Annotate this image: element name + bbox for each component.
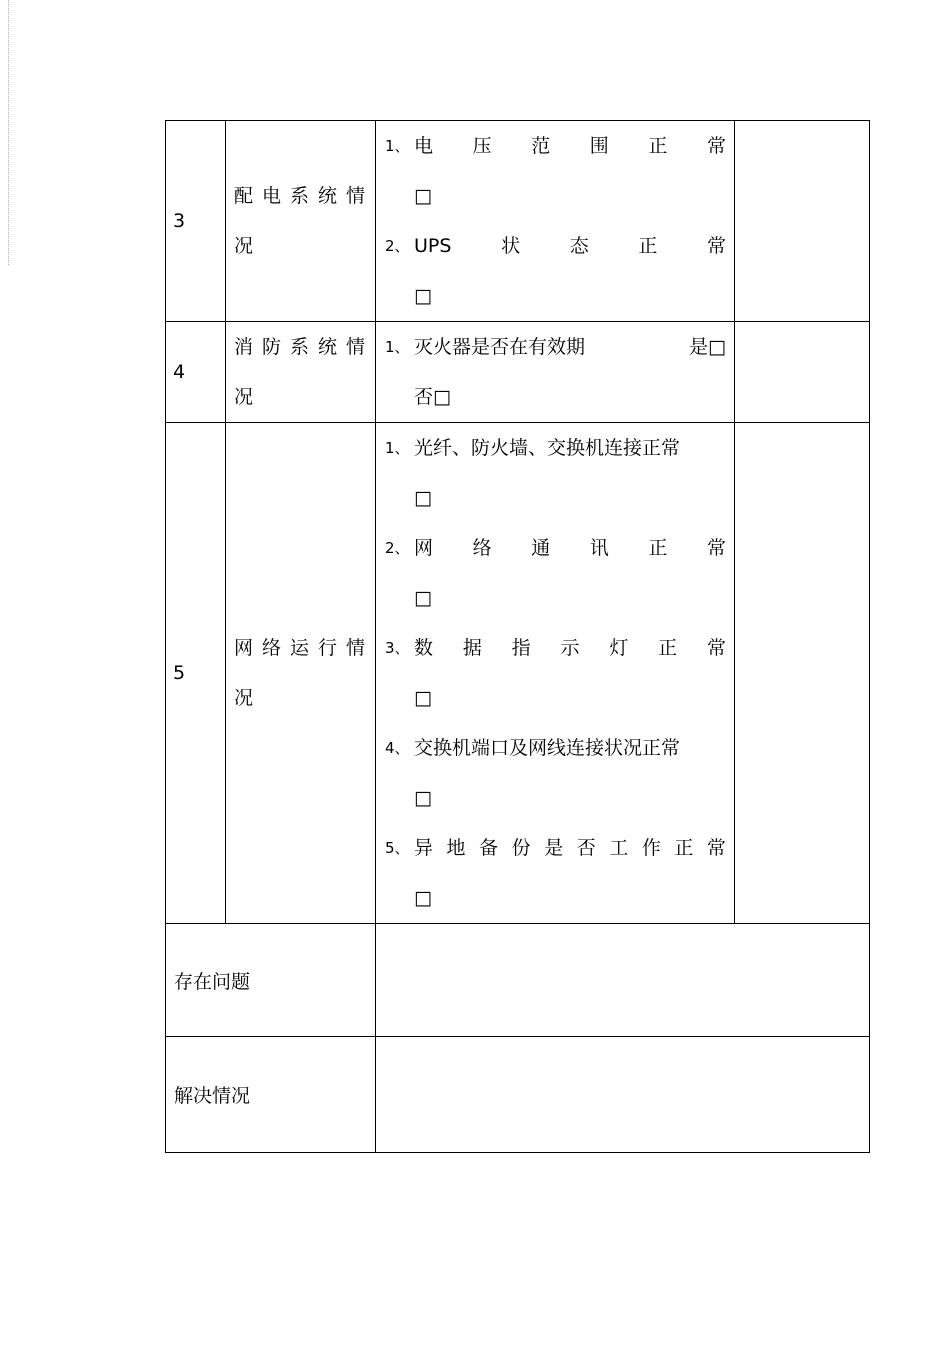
item-number: 2、 bbox=[385, 539, 410, 557]
item-text-glyph: 正 bbox=[658, 637, 678, 659]
item-text-glyph: 备 bbox=[479, 837, 499, 859]
item-text-glyph: 常 bbox=[706, 135, 726, 157]
row-number: 3 bbox=[166, 121, 226, 322]
row-category bbox=[226, 423, 376, 924]
item-number: 1、 bbox=[385, 338, 410, 356]
category-text: 网络运行情况 bbox=[234, 637, 369, 709]
item-text-glyph: 工 bbox=[609, 837, 629, 859]
check-item bbox=[385, 221, 726, 321]
item-number: 3、 bbox=[385, 639, 410, 657]
item-text-glyph: 数 bbox=[414, 637, 434, 659]
item-line bbox=[414, 322, 726, 372]
item-text-glyph: 常 bbox=[706, 837, 726, 859]
item-text-glyph: 否 bbox=[576, 837, 596, 859]
item-body bbox=[414, 221, 726, 321]
category-text: 配电系统情况 bbox=[234, 185, 369, 257]
item-text bbox=[414, 823, 726, 873]
checkbox[interactable]: □ bbox=[414, 787, 432, 809]
row-remark[interactable] bbox=[735, 423, 870, 924]
item-text: 交换机端口及网线连接状况正常 bbox=[414, 737, 681, 759]
row-remark[interactable] bbox=[735, 121, 870, 322]
inspection-rows bbox=[166, 121, 870, 1153]
yes-option[interactable]: 是□ bbox=[689, 336, 726, 358]
item-number: 1、 bbox=[385, 137, 410, 155]
checkbox[interactable]: □ bbox=[414, 887, 432, 909]
check-item bbox=[385, 723, 726, 823]
item-text-glyph: 状 bbox=[501, 235, 521, 257]
item-text-glyph: 正 bbox=[674, 837, 694, 859]
margin-guide bbox=[8, 0, 9, 265]
check-item bbox=[385, 823, 726, 923]
item-text-glyph: 常 bbox=[706, 637, 726, 659]
item-number: 2、 bbox=[385, 237, 410, 255]
check-item bbox=[385, 322, 726, 422]
inspection-table bbox=[165, 120, 870, 1153]
row-number: 5 bbox=[166, 423, 226, 924]
item-text-glyph: 围 bbox=[589, 135, 609, 157]
item-text-glyph: 作 bbox=[641, 837, 661, 859]
problems-row bbox=[166, 924, 870, 1037]
solution-label: 解决情况 bbox=[166, 1037, 376, 1153]
item-body bbox=[414, 423, 726, 523]
item-text-glyph: 示 bbox=[560, 637, 580, 659]
item-text bbox=[414, 523, 726, 573]
item-text-glyph: 指 bbox=[511, 637, 531, 659]
item-text-glyph: 正 bbox=[648, 135, 668, 157]
item-number: 1、 bbox=[385, 439, 410, 457]
checkbox[interactable]: □ bbox=[414, 587, 432, 609]
check-item bbox=[385, 121, 726, 221]
item-text-glyph: 络 bbox=[472, 537, 492, 559]
item-text bbox=[414, 121, 726, 171]
item-text-glyph: 范 bbox=[531, 135, 551, 157]
checkbox[interactable]: □ bbox=[414, 285, 432, 307]
table-row bbox=[166, 322, 870, 423]
solution-field[interactable] bbox=[376, 1037, 870, 1153]
check-item bbox=[385, 423, 726, 523]
item-text-glyph: 压 bbox=[472, 135, 492, 157]
check-item bbox=[385, 523, 726, 623]
row-items bbox=[376, 322, 735, 423]
checkbox[interactable]: □ bbox=[414, 487, 432, 509]
item-text-glyph: 态 bbox=[569, 235, 589, 257]
item-text-glyph: 讯 bbox=[589, 537, 609, 559]
item-body bbox=[414, 623, 726, 723]
no-option[interactable]: 否□ bbox=[414, 386, 451, 408]
check-item bbox=[385, 623, 726, 723]
category-text: 消防系统情况 bbox=[234, 336, 369, 408]
item-text-glyph: 异 bbox=[414, 837, 434, 859]
row-category bbox=[226, 322, 376, 423]
item-text-glyph: 地 bbox=[446, 837, 466, 859]
item-body bbox=[414, 523, 726, 623]
row-number: 4 bbox=[166, 322, 226, 423]
item-body bbox=[414, 322, 726, 422]
item-text: 灭火器是否在有效期 bbox=[414, 336, 586, 358]
item-body bbox=[414, 121, 726, 221]
item-text-glyph: 据 bbox=[462, 637, 482, 659]
item-number: 5、 bbox=[385, 839, 410, 857]
item-text-glyph: 电 bbox=[414, 135, 434, 157]
item-text-glyph: 常 bbox=[706, 235, 726, 257]
problems-field[interactable] bbox=[376, 924, 870, 1037]
item-text bbox=[414, 623, 726, 673]
item-body bbox=[414, 823, 726, 923]
item-text-glyph: 正 bbox=[648, 537, 668, 559]
item-number: 4、 bbox=[385, 739, 410, 757]
item-text bbox=[414, 221, 726, 271]
item-text-glyph: 正 bbox=[638, 235, 658, 257]
item-text-glyph: 通 bbox=[531, 537, 551, 559]
checkbox[interactable]: □ bbox=[414, 687, 432, 709]
item-text-glyph: 常 bbox=[706, 537, 726, 559]
inspection-sheet bbox=[165, 120, 869, 1153]
row-remark[interactable] bbox=[735, 322, 870, 423]
table-row bbox=[166, 121, 870, 322]
item-text-glyph: UPS bbox=[414, 235, 452, 257]
row-items bbox=[376, 423, 735, 924]
problems-label: 存在问题 bbox=[166, 924, 376, 1037]
row-category bbox=[226, 121, 376, 322]
item-text-glyph: 灯 bbox=[609, 637, 629, 659]
item-text-glyph: 网 bbox=[414, 537, 434, 559]
item-text: 光纤、防火墙、交换机连接正常 bbox=[414, 437, 681, 459]
row-items bbox=[376, 121, 735, 322]
item-text-glyph: 是 bbox=[544, 837, 564, 859]
checkbox[interactable]: □ bbox=[414, 185, 432, 207]
solution-row bbox=[166, 1037, 870, 1153]
table-row bbox=[166, 423, 870, 924]
item-text-glyph: 份 bbox=[511, 837, 531, 859]
item-body bbox=[414, 723, 726, 823]
